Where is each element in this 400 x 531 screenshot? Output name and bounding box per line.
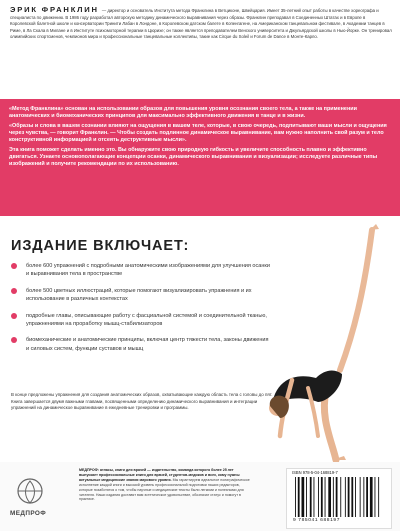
list-item-text: более 600 упражнений с подробными анатомическими изображениями для улучшения осанки и выравнивания тела в пространстве (26, 263, 270, 278)
bullet-dot-icon (11, 337, 17, 343)
author-name: ЭРИК ФРАНКЛИН (10, 5, 99, 14)
barcode-icon (293, 477, 385, 517)
list-item (11, 262, 273, 279)
publisher-logo-text: МЕДПРОФ (10, 510, 47, 517)
list-item-text: более 500 цветных иллюстраций, которые помогают визуализировать упражнения и их использование в различных контекстах (26, 287, 252, 303)
publisher-body: Мы гарантируем идеальное полиграфическое исполнение каждой книги и высокий уровень профессиональной подготовки наших редакторов, которые позаботятся о том, чтобы научные и медицинские тексты были легкими и полезными для читателя. Наши издания доставят вам эстетическое удовольствие, обозначат статус и помогут в практике. (79, 477, 250, 502)
quote-paragraph: «Метод Франклина» основан на использовании образов для повышения уровня осознания своего тела, а также на применении анатомических и биомеханических принципов для максимально эффективного движения в танце и в жизни. (9, 106, 357, 119)
quote-box (0, 99, 400, 216)
list-item (11, 287, 273, 304)
closing-paragraph: В конце предложены упражнения для создания анатомических образов, охватывающие каждую область тела с головы до пят. Книга завершается двумя важными главами, посвященными определению динамического выравнивания и интеграции упражнений на динамическое выравнивание в ежедневные тренировки и программы. (11, 392, 273, 410)
publisher-info (79, 468, 251, 502)
section-heading: ИЗДАНИЕ ВКЛЮЧАЕТ: (11, 238, 190, 254)
list-item (11, 336, 273, 353)
publisher-lead: МЕДПРОФ: атласы, книги для врачей — издательство, команда которого более 25 лет выпускает профессиональные книги для врачей, студентов-медиков и всех, кому нужны актуальные медицинские знания мирового уровня. (79, 468, 240, 482)
author-bio (10, 7, 392, 41)
barcode-number: 9 785041 688197 (293, 518, 341, 523)
list-item (11, 312, 273, 329)
bullet-dot-icon (11, 288, 17, 294)
list-item-text: биомеханические и анатомические принципы, включая центр тяжести тела, законы движения и силовых систем, функции суставов и мышц (26, 337, 269, 352)
gymnast-photo (262, 222, 400, 472)
list-item-text: подробные главы, описывающие работу с фасциальной системой и соединительной тканью, упражнениями на проработку мышц-стабилизаторов (26, 312, 267, 328)
quote-paragraph: «Образы и слова в вашем сознании влияют на ощущения в вашем теле, которые, в свою очередь, подпитывают ваши мысли и ощущения через чувства, — говорит Франклин. — Чтобы создать подлинное динамическое выравнивание, вам нужно наполнить свой разум и тело конструктивной информацией и отсеять деструктивные мысли». (9, 123, 387, 143)
isbn-label: ISBN 978-5-04-168819-7 (292, 470, 338, 475)
bullet-dot-icon (11, 313, 17, 319)
quote-paragraph: Эта книга поможет сделать именно это. Вы обнаружите свою природную гибкость и увеличите способность плавно и эффективно двигаться. Узнаете основополагающие концепции осанки, динамического выравнивания и визуализации; исследуете различные типы изображений и получите рекомендации по их использованию. (9, 147, 378, 167)
features-list (11, 262, 273, 361)
author-bio-text: — директор и основатель Института метода Франклина в Ветциконе, Швейцария. Имеет 35-летний опыт работы в качестве хореографа и специалиста по движению. В 1986 году разработал авторскую методику динамического выравнивания через образы. Франклин преподавал в Соединенных Штатах и в Европе в Королевской балетной школе и консерватории Тринити Лабан в Лондоне, в Королевском датском балете в Копенгагене, на Американском танцевальном фестивале, в Академии танцев в Риме, в Ла Скала в Милане и в Институте психомоторной терапии в Цюрихе; он также является преподавателем Венского университета и Джульярдской школы в Нью-Йорке. Он тренировал олимпийских спортсменов, чемпионов мира и профессиональные танцевальные коллективы, такие как Cirque du Soleil и Forum de Dance в Монте-Карло. (10, 8, 392, 40)
bullet-dot-icon (11, 263, 17, 269)
